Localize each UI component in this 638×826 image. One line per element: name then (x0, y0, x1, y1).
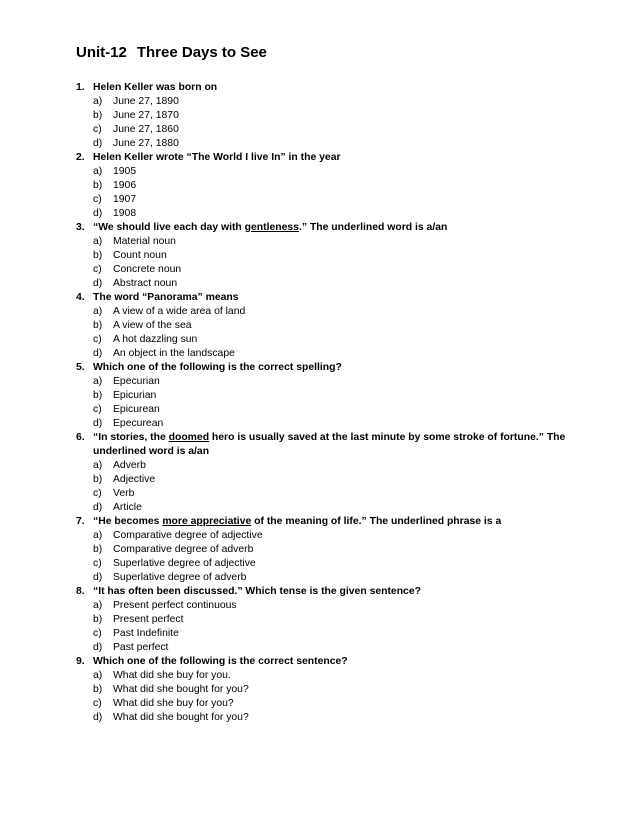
option-label: b) (93, 544, 103, 555)
answer-option (93, 641, 578, 655)
option-text: Adjective (113, 474, 156, 485)
question-text (93, 361, 578, 375)
question-item (76, 81, 578, 151)
option-text: What did she bought for you? (113, 712, 249, 723)
answer-option (93, 305, 578, 319)
answer-option (93, 179, 578, 193)
question-number: 7. (76, 516, 85, 527)
option-text: Past perfect (113, 642, 169, 653)
option-list (93, 375, 578, 431)
answer-option (93, 137, 578, 151)
answer-option (93, 333, 578, 347)
option-text: What did she bought for you? (113, 684, 249, 695)
option-text: Present perfect continuous (113, 600, 237, 611)
option-text: June 27, 1890 (113, 96, 179, 107)
option-label: c) (93, 334, 102, 345)
option-text: 1906 (113, 180, 137, 191)
option-label: b) (93, 474, 103, 485)
option-text: Material noun (113, 236, 176, 247)
question-text-segment: “In stories, the (93, 432, 169, 443)
option-label: c) (93, 628, 102, 639)
option-label: b) (93, 684, 103, 695)
option-text: Epicurian (113, 390, 157, 401)
question-text-segment: hero is usually saved at the last minute by some stroke of fortune.” The underlined word is a/an (93, 432, 566, 457)
question-text (93, 585, 578, 599)
answer-option (93, 193, 578, 207)
option-text: Superlative degree of adverb (113, 572, 247, 583)
answer-option (93, 417, 578, 431)
answer-option (93, 277, 578, 291)
option-text: June 27, 1870 (113, 110, 179, 121)
option-text: An object in the landscape (113, 348, 235, 359)
answer-option (93, 487, 578, 501)
option-label: c) (93, 558, 102, 569)
option-label: a) (93, 670, 103, 681)
question-text-segment: “We should live each day with (93, 222, 245, 233)
option-label: b) (93, 320, 103, 331)
question-text (93, 81, 578, 95)
option-text: A view of a wide area of land (113, 306, 246, 317)
question-item (76, 361, 578, 431)
underlined-term: doomed (168, 432, 210, 443)
option-text: Comparative degree of adverb (113, 544, 254, 555)
option-label: d) (93, 348, 103, 359)
option-text: Concrete noun (113, 264, 182, 275)
option-text: What did she buy for you. (113, 670, 231, 681)
question-list (76, 81, 578, 725)
option-label: d) (93, 502, 103, 513)
option-label: b) (93, 250, 103, 261)
option-label: b) (93, 180, 103, 191)
question-item (76, 655, 578, 725)
question-item (76, 291, 578, 361)
question-text-segment: The word “Panorama” means (93, 292, 239, 303)
question-text-segment: “He becomes (93, 516, 163, 527)
question-number: 9. (76, 656, 85, 667)
option-text: Epecurean (113, 418, 164, 429)
option-label: a) (93, 306, 103, 317)
question-number: 2. (76, 152, 85, 163)
question-text (93, 655, 578, 669)
answer-option (93, 109, 578, 123)
option-label: b) (93, 390, 103, 401)
option-label: c) (93, 404, 102, 415)
option-text: What did she buy for you? (113, 698, 234, 709)
option-text: A view of the sea (113, 320, 192, 331)
option-list (93, 529, 578, 585)
question-number: 6. (76, 432, 85, 443)
answer-option (93, 613, 578, 627)
option-label: d) (93, 712, 103, 723)
answer-option (93, 235, 578, 249)
answer-option (93, 473, 578, 487)
option-label: c) (93, 264, 102, 275)
option-list (93, 459, 578, 515)
question-number: 1. (76, 82, 85, 93)
answer-option (93, 319, 578, 333)
option-text: Present perfect (113, 614, 184, 625)
answer-option (93, 347, 578, 361)
question-text-segment: of the meaning of life.” The underlined phrase is a (251, 516, 502, 527)
question-text (93, 291, 578, 305)
question-item (76, 515, 578, 585)
option-label: a) (93, 236, 103, 247)
option-label: c) (93, 488, 102, 499)
option-text: Abstract noun (113, 278, 178, 289)
question-text-segment: Which one of the following is the correct sentence? (93, 656, 348, 667)
option-label: a) (93, 96, 103, 107)
unit-name: Three Days to See (136, 44, 267, 61)
answer-option (93, 529, 578, 543)
answer-option (93, 543, 578, 557)
option-list (93, 95, 578, 151)
question-text-segment: Which one of the following is the correct spelling? (93, 362, 342, 373)
page-title (76, 42, 578, 64)
option-text: Superlative degree of adjective (113, 558, 256, 569)
question-text (93, 515, 578, 529)
option-text: Epecurian (113, 376, 160, 387)
question-text-segment: “It has often been discussed.” Which tense is the given sentence? (93, 586, 421, 597)
option-text: Article (113, 502, 142, 513)
question-number: 5. (76, 362, 85, 373)
option-label: d) (93, 572, 103, 583)
question-text (93, 151, 578, 165)
option-label: b) (93, 110, 103, 121)
answer-option (93, 375, 578, 389)
answer-option (93, 683, 578, 697)
option-label: c) (93, 698, 102, 709)
question-number: 4. (76, 292, 85, 303)
option-label: d) (93, 138, 103, 149)
option-text: 1905 (113, 166, 137, 177)
answer-option (93, 459, 578, 473)
answer-option (93, 571, 578, 585)
option-label: d) (93, 208, 103, 219)
question-text (93, 221, 578, 235)
option-text: Count noun (113, 250, 167, 261)
answer-option (93, 599, 578, 613)
underlined-term: gentleness (244, 222, 299, 233)
question-text-segment: .” The underlined word is a/an (298, 222, 448, 233)
answer-option (93, 263, 578, 277)
option-label: c) (93, 124, 102, 135)
question-text (93, 431, 578, 459)
answer-option (93, 389, 578, 403)
answer-option (93, 711, 578, 725)
question-number: 3. (76, 222, 85, 233)
option-list (93, 599, 578, 655)
unit-number: Unit-12 (76, 44, 127, 61)
option-label: a) (93, 600, 103, 611)
answer-option (93, 207, 578, 221)
option-label: a) (93, 530, 103, 541)
question-text-segment: Helen Keller wrote “The World I live In” in the year (93, 152, 341, 163)
question-item (76, 431, 578, 515)
option-list (93, 235, 578, 291)
option-label: b) (93, 614, 103, 625)
answer-option (93, 249, 578, 263)
option-text: June 27, 1860 (113, 124, 179, 135)
answer-option (93, 123, 578, 137)
option-text: A hot dazzling sun (113, 334, 198, 345)
answer-option (93, 403, 578, 417)
question-number: 8. (76, 586, 85, 597)
answer-option (93, 501, 578, 515)
answer-option (93, 95, 578, 109)
option-text: Past Indefinite (113, 628, 179, 639)
option-text: June 27, 1880 (113, 138, 179, 149)
option-list (93, 305, 578, 361)
option-label: a) (93, 376, 103, 387)
option-text: 1908 (113, 208, 137, 219)
option-text: Epicurean (113, 404, 160, 415)
option-label: a) (93, 166, 103, 177)
underlined-term: more appreciative (162, 516, 252, 527)
option-text: Comparative degree of adjective (113, 530, 263, 541)
option-label: c) (93, 194, 102, 205)
option-text: Adverb (113, 460, 146, 471)
question-item (76, 585, 578, 655)
option-list (93, 165, 578, 221)
answer-option (93, 165, 578, 179)
answer-option (93, 669, 578, 683)
option-label: d) (93, 278, 103, 289)
option-text: Verb (113, 488, 135, 499)
option-label: d) (93, 642, 103, 653)
answer-option (93, 627, 578, 641)
option-text: 1907 (113, 194, 137, 205)
answer-option (93, 697, 578, 711)
question-item (76, 151, 578, 221)
question-item (76, 221, 578, 291)
answer-option (93, 557, 578, 571)
option-label: d) (93, 418, 103, 429)
option-label: a) (93, 460, 103, 471)
question-text-segment: Helen Keller was born on (93, 82, 218, 93)
option-list (93, 669, 578, 725)
